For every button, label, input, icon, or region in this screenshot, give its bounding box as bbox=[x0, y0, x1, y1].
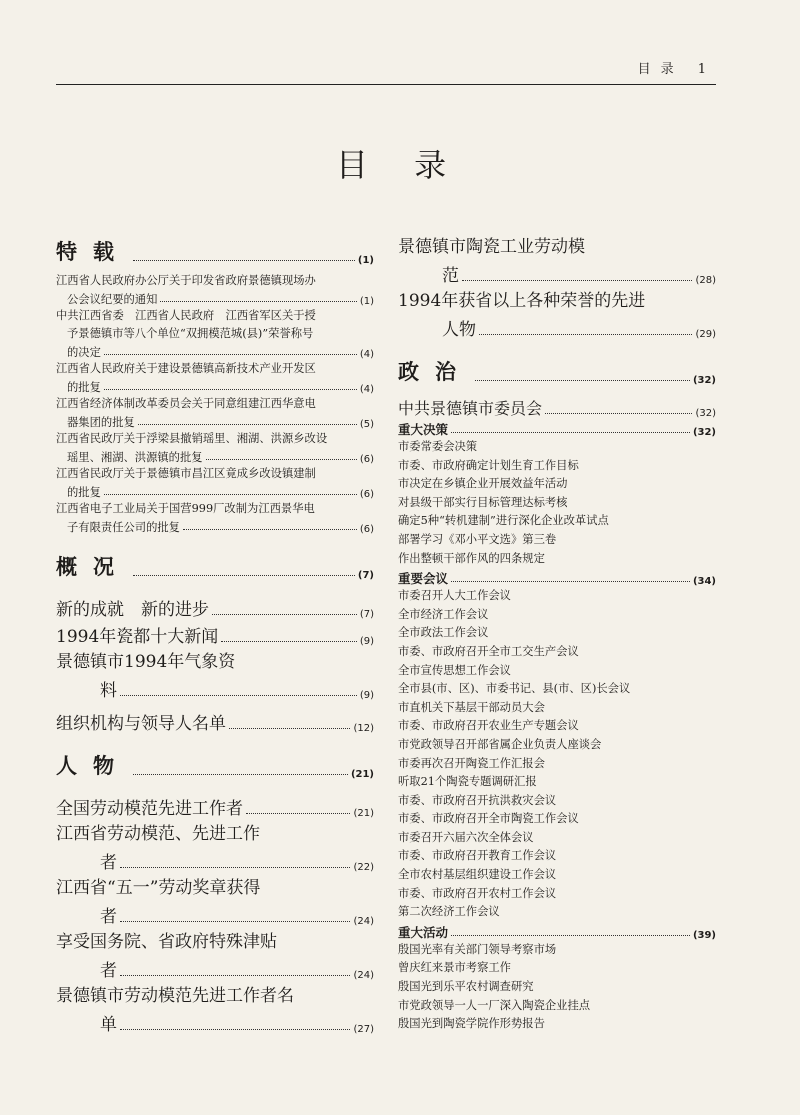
toc-item[interactable]: 市决定在乡镇企业开展效益年活动 bbox=[398, 477, 568, 491]
toc-entry-line[interactable]: 江西省经济体制改革委员会关于同意组建江西华意电 bbox=[56, 396, 316, 410]
toc-entry-line[interactable]: 江西省劳动模范、先进工作 bbox=[56, 823, 260, 844]
toc-item[interactable]: 部署学习《邓小平文选》第三卷 bbox=[398, 532, 557, 546]
toc-entry-line[interactable]: 江西省电子工业局关于国营999厂改制为江西景华电 bbox=[56, 501, 315, 515]
running-head-text: 目录 1 bbox=[637, 62, 716, 77]
toc-subheading[interactable]: 重大活动 (39) bbox=[398, 924, 716, 941]
toc-item[interactable]: 市委召开六届六次全体会议 bbox=[398, 830, 534, 844]
toc-item[interactable]: 听取21个陶瓷专题调研汇报 bbox=[398, 775, 537, 789]
toc-entry[interactable]: 瑶里、湘湖、洪源镇的批复 (6) bbox=[67, 450, 374, 465]
toc-item[interactable]: 对县级干部实行目标管理达标考核 bbox=[398, 495, 568, 509]
toc-item[interactable]: 全市宣传思想工作会议 bbox=[398, 663, 511, 677]
toc-right-column bbox=[398, 232, 716, 1034]
toc-entry-line[interactable]: 景德镇市陶瓷工业劳动模 bbox=[398, 237, 585, 257]
toc-entry[interactable]: 的决定 (4) bbox=[67, 345, 374, 360]
toc-entry[interactable]: 者 (24) bbox=[100, 906, 374, 927]
toc-entry[interactable]: 1994年瓷都十大新闻 (9) bbox=[56, 626, 374, 647]
toc-item[interactable]: 市委、市政府召开农村工作会议 bbox=[398, 886, 557, 900]
toc-item[interactable]: 曾庆红来景市考察工作 bbox=[398, 961, 511, 975]
toc-item[interactable]: 全市经济工作会议 bbox=[398, 607, 489, 621]
toc-item[interactable]: 殷国光率有关部门领导考察市场 bbox=[398, 942, 557, 956]
toc-item[interactable]: 全市政法工作会议 bbox=[398, 626, 489, 640]
toc-entry[interactable]: 器集团的批复 (5) bbox=[67, 415, 374, 430]
toc-entry[interactable]: 子有限责任公司的批复 (6) bbox=[67, 520, 374, 535]
toc-item[interactable]: 确定5种“转机建制”进行深化企业改革试点 bbox=[398, 514, 609, 528]
toc-entry[interactable]: 新的成就 新的进步 (7) bbox=[56, 599, 374, 620]
toc-item[interactable]: 市委再次召开陶瓷工作汇报会 bbox=[398, 756, 545, 770]
toc-subheading[interactable]: 重大决策 (32) bbox=[398, 422, 716, 438]
toc-entry[interactable]: 者 (22) bbox=[100, 852, 374, 873]
toc-item[interactable]: 殷国光到乐平农村调查研究 bbox=[398, 980, 534, 994]
toc-entry-line[interactable]: 予景德镇市等八个单位“双拥模范城(县)”荣誉称号 bbox=[67, 326, 314, 340]
toc-item[interactable]: 市委、市政府召开农业生产专题会议 bbox=[398, 719, 579, 733]
toc-entry[interactable]: 范 (28) bbox=[442, 266, 716, 286]
toc-item[interactable]: 市委、市政府召开全市工交生产会议 bbox=[398, 644, 579, 658]
toc-item[interactable]: 市党政领导一人一厂深入陶瓷企业挂点 bbox=[398, 998, 591, 1012]
toc-entry-line[interactable]: 江西省民政厅关于浮梁县撤销瑶里、湘湖、洪源乡改设 bbox=[56, 431, 328, 445]
toc-left-column bbox=[56, 232, 374, 1035]
toc-entry[interactable]: 组织机构与领导人名单 (12) bbox=[56, 713, 374, 734]
toc-entry[interactable]: 的批复 (6) bbox=[67, 485, 374, 500]
toc-item[interactable]: 殷国光到陶瓷学院作形势报告 bbox=[398, 1017, 545, 1031]
section-heading[interactable]: 特载 (1) bbox=[56, 240, 374, 266]
toc-entry-line[interactable]: 江西省“五一”劳动奖章获得 bbox=[56, 877, 261, 898]
toc-item[interactable]: 市党政领导召开部省属企业负责人座谈会 bbox=[398, 737, 602, 751]
toc-entry[interactable]: 全国劳动模范先进工作者 (21) bbox=[56, 798, 374, 819]
toc-entry[interactable]: 者 (24) bbox=[100, 960, 374, 981]
toc-entry-line[interactable]: 景德镇市1994年气象资 bbox=[56, 651, 236, 672]
toc-item[interactable]: 全市县(市、区)、市委书记、县(市、区)长会议 bbox=[398, 682, 631, 696]
toc-entry[interactable]: 公会议纪要的通知 (1) bbox=[67, 293, 374, 307]
running-header bbox=[56, 54, 716, 85]
section-heading[interactable]: 概况 (7) bbox=[56, 554, 374, 581]
toc-entry-line[interactable]: 享受国务院、省政府特殊津贴 bbox=[56, 931, 277, 952]
toc-entry[interactable]: 人物 (29) bbox=[442, 320, 716, 340]
toc-item[interactable]: 市委、市政府确定计划生育工作目标 bbox=[398, 458, 579, 472]
section-heading[interactable]: 政治 (32) bbox=[398, 360, 716, 386]
toc-subsection[interactable]: 中共景德镇市委员会 (32) bbox=[398, 399, 716, 419]
toc-item[interactable]: 市委、市政府召开全市陶瓷工作会议 bbox=[398, 812, 579, 826]
toc-item[interactable]: 第二次经济工作会议 bbox=[398, 905, 500, 919]
toc-item[interactable]: 市委常委会决策 bbox=[398, 440, 478, 453]
toc-subheading[interactable]: 重要会议 (34) bbox=[398, 571, 716, 588]
toc-item[interactable]: 市直机关下基层干部动员大会 bbox=[398, 700, 545, 714]
toc-entry[interactable]: 单 (27) bbox=[100, 1014, 374, 1035]
toc-item[interactable]: 市委召开人大工作会议 bbox=[398, 589, 511, 603]
toc-item-list bbox=[398, 438, 716, 568]
toc-entry-line[interactable]: 江西省人民政府关于建设景德镇高新技术产业开发区 bbox=[56, 361, 316, 375]
toc-item[interactable]: 作出整顿干部作风的四条规定 bbox=[398, 551, 545, 565]
section-heading[interactable]: 人物 (21) bbox=[56, 753, 374, 780]
toc-entry-line[interactable]: 1994年获省以上各种荣誉的先进 bbox=[398, 291, 646, 311]
toc-entry[interactable]: 料 (9) bbox=[100, 680, 374, 701]
toc-item-list bbox=[398, 587, 716, 922]
toc-entry-line[interactable]: 中共江西省委 江西省人民政府 江西省军区关于授 bbox=[56, 309, 316, 322]
toc-item-list bbox=[398, 941, 716, 1034]
toc-entry-line[interactable]: 景德镇市劳动模范先进工作者名 bbox=[56, 985, 294, 1006]
toc-item[interactable]: 市委、市政府召开教育工作会议 bbox=[398, 849, 557, 863]
toc-entry-line[interactable]: 江西省民政厅关于景德镇市昌江区竟成乡改设镇建制 bbox=[56, 466, 316, 480]
toc-entry[interactable]: 的批复 (4) bbox=[67, 380, 374, 395]
toc-item[interactable]: 市委、市政府召开抗洪救灾会议 bbox=[398, 793, 557, 807]
toc-item[interactable]: 全市农村基层组织建设工作会议 bbox=[398, 868, 557, 882]
toc-entry-line[interactable]: 江西省人民政府办公厅关于印发省政府景德镇现场办 bbox=[56, 274, 316, 287]
page-title: 目 录 bbox=[335, 146, 465, 184]
